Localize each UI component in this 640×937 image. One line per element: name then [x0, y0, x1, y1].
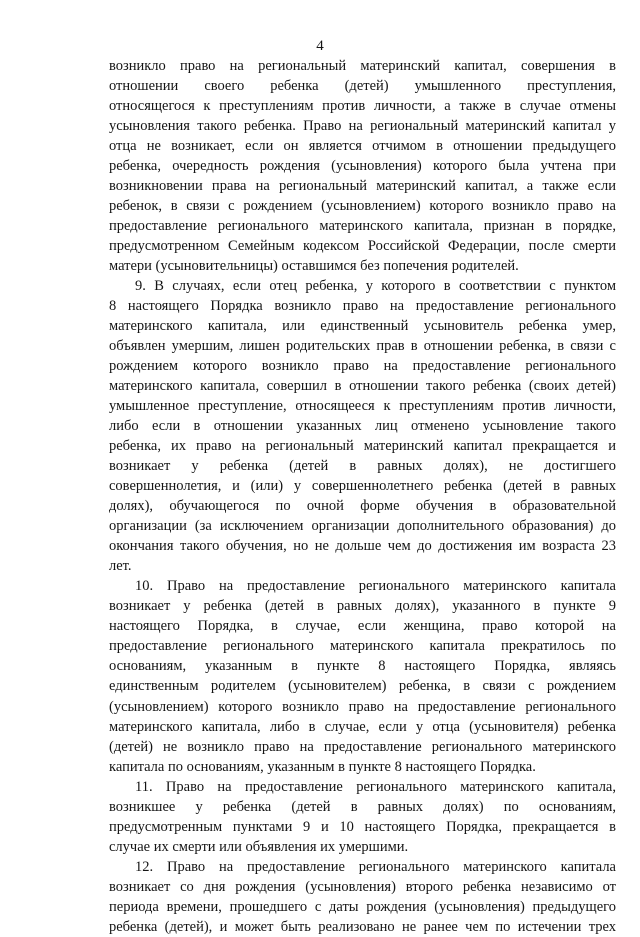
- text-line: материнского капитала, совершил в отношении такого ребенка (своих детей): [109, 378, 616, 395]
- text-line: ребенка (детей), и может быть реализовано не ранее чем по истечении трех: [109, 918, 616, 935]
- text-line: относящегося к преступлениям против личности, а также в случае отмены: [109, 98, 616, 115]
- text-line: периода времени, прошедшего с даты рождения (усыновления) предыдущего: [109, 898, 616, 915]
- text-line: ребенка, их право на региональный материнский капитал прекращается и: [109, 438, 616, 455]
- text-line: долях), обучающегося по очной форме обучения в образовательной: [109, 498, 616, 515]
- text-line: совершеннолетия, и (или) у совершеннолетнего ребенка (детей в равных: [109, 478, 616, 495]
- text-line: возникает со дня рождения (усыновления) второго ребенка независимо от: [109, 878, 616, 895]
- text-line: возникает у ребенка (детей в равных долях), не достигшего: [109, 458, 616, 475]
- text-line: возникает у ребенка (детей в равных долях), указанного в пункте 9: [109, 598, 616, 615]
- text-line: отношении своего ребенка (детей) умышленного преступления,: [109, 78, 616, 95]
- text-line: 8 настоящего Порядка возникло право на предоставление регионального: [109, 298, 616, 315]
- text-line: возникновении права на региональный материнский капитал, а также если: [109, 178, 616, 195]
- text-line: отца не возникает, если он является отчимом в отношении предыдущего: [109, 138, 616, 155]
- text-line: возникшее у ребенка (детей в равных долях) по основаниям,: [109, 798, 616, 815]
- text-line: предоставление регионального материнского капитала прекратилось по: [109, 638, 616, 655]
- text-line: 12. Право на предоставление регионального материнского капитала: [135, 858, 616, 875]
- text-line: либо если в отношении указанных лиц отменено усыновление такого: [109, 418, 616, 435]
- text-line: 9. В случаях, если отец ребенка, у которого в соответствии с пунктом: [135, 278, 616, 295]
- text-line: 10. Право на предоставление регионального материнского капитала: [135, 578, 616, 595]
- text-line: усыновления такого ребенка. Право на региональный материнский капитал у: [109, 118, 616, 135]
- text-line: рождением которого возникло право на предоставление регионального: [109, 358, 616, 375]
- text-line: (усыновлением) которого возникло право на предоставление регионального: [109, 698, 616, 715]
- text-line: ребенок, в связи с рождением (усыновлением) которого возникло право на: [109, 198, 616, 215]
- text-line: 11. Право на предоставление регионального материнского капитала,: [135, 778, 616, 795]
- text-line: основаниям, указанным в пункте 8 настоящего Порядка, являясь: [109, 658, 616, 675]
- text-line: лет.: [109, 558, 132, 575]
- text-line: материнского капитала, либо в случае, если у отца (усыновителя) ребенка: [109, 718, 616, 735]
- text-line: предусмотренным пунктами 9 и 10 настоящего Порядка, прекращается в: [109, 818, 616, 835]
- text-line: капитала по основаниям, указанным в пункте 8 настоящего Порядка.: [109, 758, 536, 775]
- text-line: возникло право на региональный материнский капитал, совершения в: [109, 58, 616, 74]
- text-line: единственным родителем (усыновителем) ребенка, в связи с рождением: [109, 678, 616, 695]
- text-line: случае их смерти или объявления их умершими.: [109, 838, 409, 855]
- text-line: окончания такого обучения, но не дольше чем до достижения им возраста 23: [109, 538, 616, 555]
- page-number: 4: [316, 38, 324, 54]
- text-line: настоящего Порядка, в случае, если женщина, право которой на: [109, 618, 616, 635]
- text-line: предоставление регионального материнского капитала, признан в порядке,: [109, 218, 616, 235]
- text-line: умышленное преступление, относящееся к преступлениям против личности,: [109, 398, 616, 415]
- text-line: предусмотренном Семейным кодексом Российской Федерации, после смерти: [109, 238, 616, 255]
- text-line: (детей) не возникло право на предоставление регионального материнского: [109, 738, 616, 755]
- text-line: материнского капитала, или единственный усыновитель ребенка умер,: [109, 318, 616, 335]
- text-line: матери (усыновительницы) оставшимся без попечения родителей.: [109, 258, 519, 275]
- text-line: ребенка, очередность рождения (усыновления) которого была учтена при: [109, 158, 616, 175]
- text-line: объявлен умершим, лишен родительских прав в отношении ребенка, в связи с: [109, 338, 616, 355]
- document-body: [109, 56, 616, 937]
- text-line: организации (за исключением организации дополнительного образования) до: [109, 518, 616, 535]
